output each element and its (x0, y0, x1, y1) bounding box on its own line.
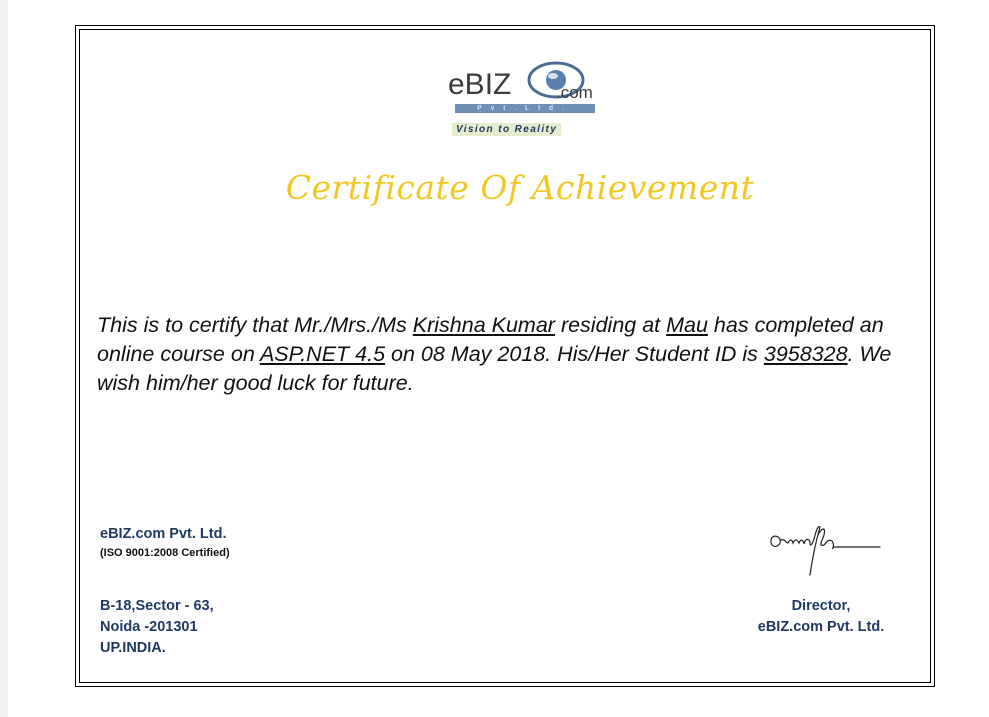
recipient-place: Mau (666, 313, 708, 337)
body-text-part: . We wish him/her good luck for future. (97, 342, 892, 395)
certificate-title: Certificate Of Achievement (285, 168, 755, 207)
body-text-part: residing at (554, 313, 667, 337)
iso-certification: (ISO 9001:2008 Certified) (100, 547, 230, 559)
course-name: ASP.NET 4.5 (259, 342, 386, 366)
certificate-body (97, 311, 927, 398)
body-text-part: on 08 May 2018. His/Her Student ID is (385, 342, 764, 366)
body-text-part: This is to certify that Mr./Mrs./Ms (97, 313, 413, 337)
logo-tagline: Vision to Reality (452, 123, 561, 136)
issuer-company: eBIZ.com Pvt. Ltd. (100, 526, 227, 542)
address-line: Noida -201301 (100, 619, 198, 635)
director-block (740, 596, 902, 638)
page-edge-strip (0, 0, 8, 717)
company-logo (448, 50, 608, 142)
recipient-name: Krishna Kumar (412, 313, 555, 337)
logo-pvt-band: Pvt.Ltd. (455, 104, 595, 113)
body-text-part: has completed an online course on (97, 313, 884, 366)
address-line: B-18,Sector - 63, (100, 598, 214, 614)
logo-com: .com (556, 83, 593, 102)
director-signature (766, 517, 886, 583)
director-company: eBIZ.com Pvt. Ltd. (757, 619, 885, 635)
logo-word: eBIZ (448, 68, 512, 101)
address-line: UP.INDIA. (100, 640, 166, 656)
director-role: Director, (791, 598, 851, 614)
issuer-address (100, 596, 214, 659)
student-id: 3958328 (763, 342, 848, 366)
